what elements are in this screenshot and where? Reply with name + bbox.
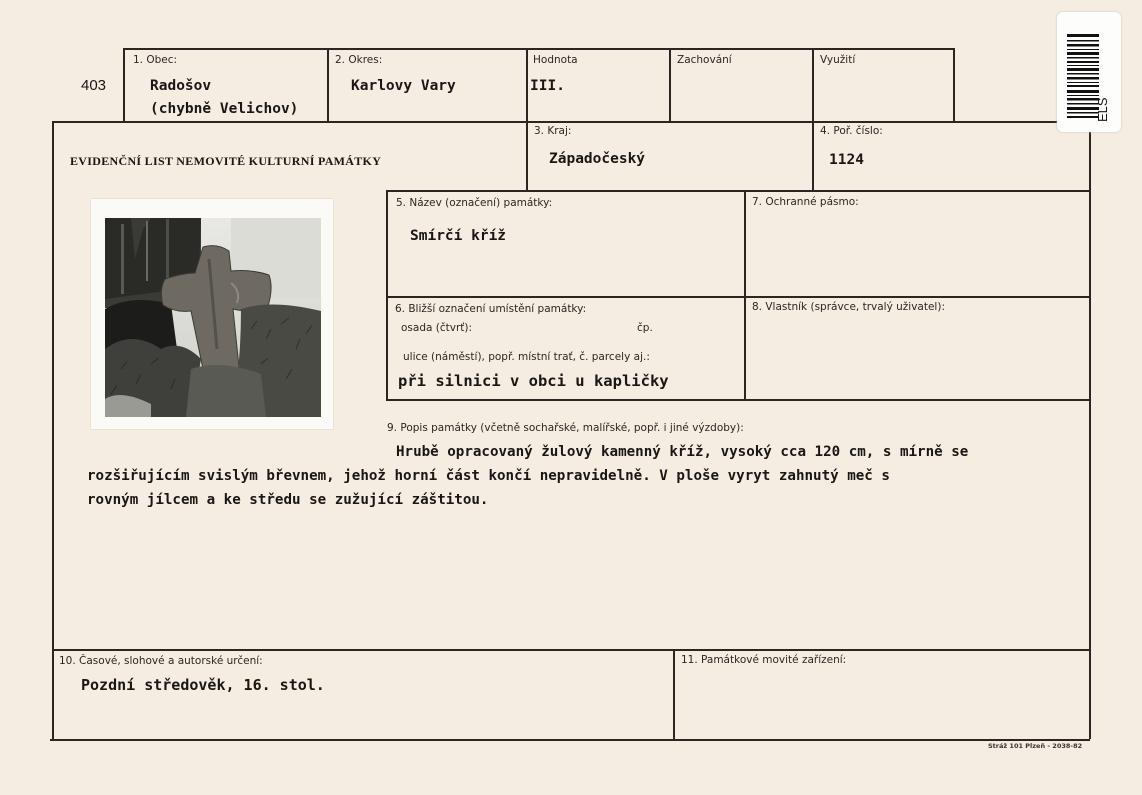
kraj-value: Západočeský	[549, 151, 646, 167]
divider	[52, 121, 54, 741]
obec-label: 1. Obec:	[133, 54, 178, 66]
zachovani-label: Zachování	[677, 54, 732, 66]
popis-line: rovným jílcem a ke středu se zužující záštitou.	[87, 492, 489, 508]
divider	[52, 121, 1090, 123]
divider	[526, 48, 528, 191]
cp-label: čp.	[637, 322, 653, 334]
nazev-label: 5. Název (označení) památky:	[396, 197, 553, 209]
divider	[1089, 121, 1091, 739]
divider	[52, 649, 1090, 651]
ulice-label: ulice (náměstí), popř. místní trať, č. parcely aj.:	[403, 351, 650, 363]
print-footer: Stráž 101 Plzeň - 2038-82	[988, 742, 1083, 750]
hodnota-label: Hodnota	[533, 54, 578, 66]
osada-label: osada (čtvrť):	[401, 322, 473, 334]
barcode-text: ELS	[1095, 97, 1110, 122]
vlastnik-label: 8. Vlastník (správce, trvalý uživatel):	[752, 301, 945, 313]
divider	[327, 48, 329, 121]
zarizeni-label: 11. Památkové movité zařízení:	[681, 654, 847, 666]
por-cislo-label: 4. Poř. číslo:	[820, 125, 883, 137]
barcode-sticker	[1057, 12, 1121, 132]
monument-photo	[91, 199, 333, 429]
record-number: 403	[81, 77, 107, 94]
popis-label: 9. Popis památky (včetně sochařské, malířské, popř. i jiné výzdoby):	[387, 422, 744, 434]
divider	[386, 399, 1090, 401]
divider	[669, 48, 671, 121]
obec-value-note: (chybně Velichov)	[150, 101, 299, 117]
form-title: EVIDENČNÍ LIST NEMOVITÉ KULTURNÍ PAMÁTKY	[70, 154, 382, 168]
vyuziti-label: Využití	[820, 54, 856, 66]
divider	[123, 48, 125, 121]
popis-text	[87, 440, 1077, 512]
popis-line: Hrubě opracovaný žulový kamenný kříž, vysoký cca 120 cm, s mírně se	[396, 444, 969, 460]
divider	[744, 190, 746, 400]
divider	[386, 296, 1090, 298]
hodnota-value: III.	[530, 78, 565, 94]
umisteni-value: při silnici v obci u kapličky	[398, 372, 669, 390]
urceni-value: Pozdní středověk, 16. stol.	[81, 676, 325, 694]
barcode-icon	[1057, 12, 1121, 132]
obec-value: Radošov	[150, 78, 212, 94]
divider	[953, 48, 955, 121]
okres-value: Karlovy Vary	[351, 78, 456, 94]
nazev-value: Smírčí kříž	[410, 228, 507, 244]
divider	[123, 48, 955, 50]
divider	[812, 48, 814, 191]
por-cislo-value: 1124	[829, 152, 864, 168]
divider	[386, 190, 388, 400]
urceni-label: 10. Časové, slohové a autorské určení:	[59, 655, 263, 667]
divider	[673, 649, 675, 739]
ochranne-pasmo-label: 7. Ochranné pásmo:	[752, 196, 859, 208]
kraj-label: 3. Kraj:	[534, 125, 572, 137]
popis-line: rozšiřujícím svislým břevnem, jehož horní část končí nepravidelně. V ploše vyryt zahnutý meč s	[87, 468, 890, 484]
okres-label: 2. Okres:	[335, 54, 383, 66]
stone-cross-photo	[91, 199, 333, 429]
umisteni-label: 6. Bližší označení umístění památky:	[395, 303, 587, 315]
divider	[386, 190, 1090, 192]
divider	[50, 739, 1090, 741]
